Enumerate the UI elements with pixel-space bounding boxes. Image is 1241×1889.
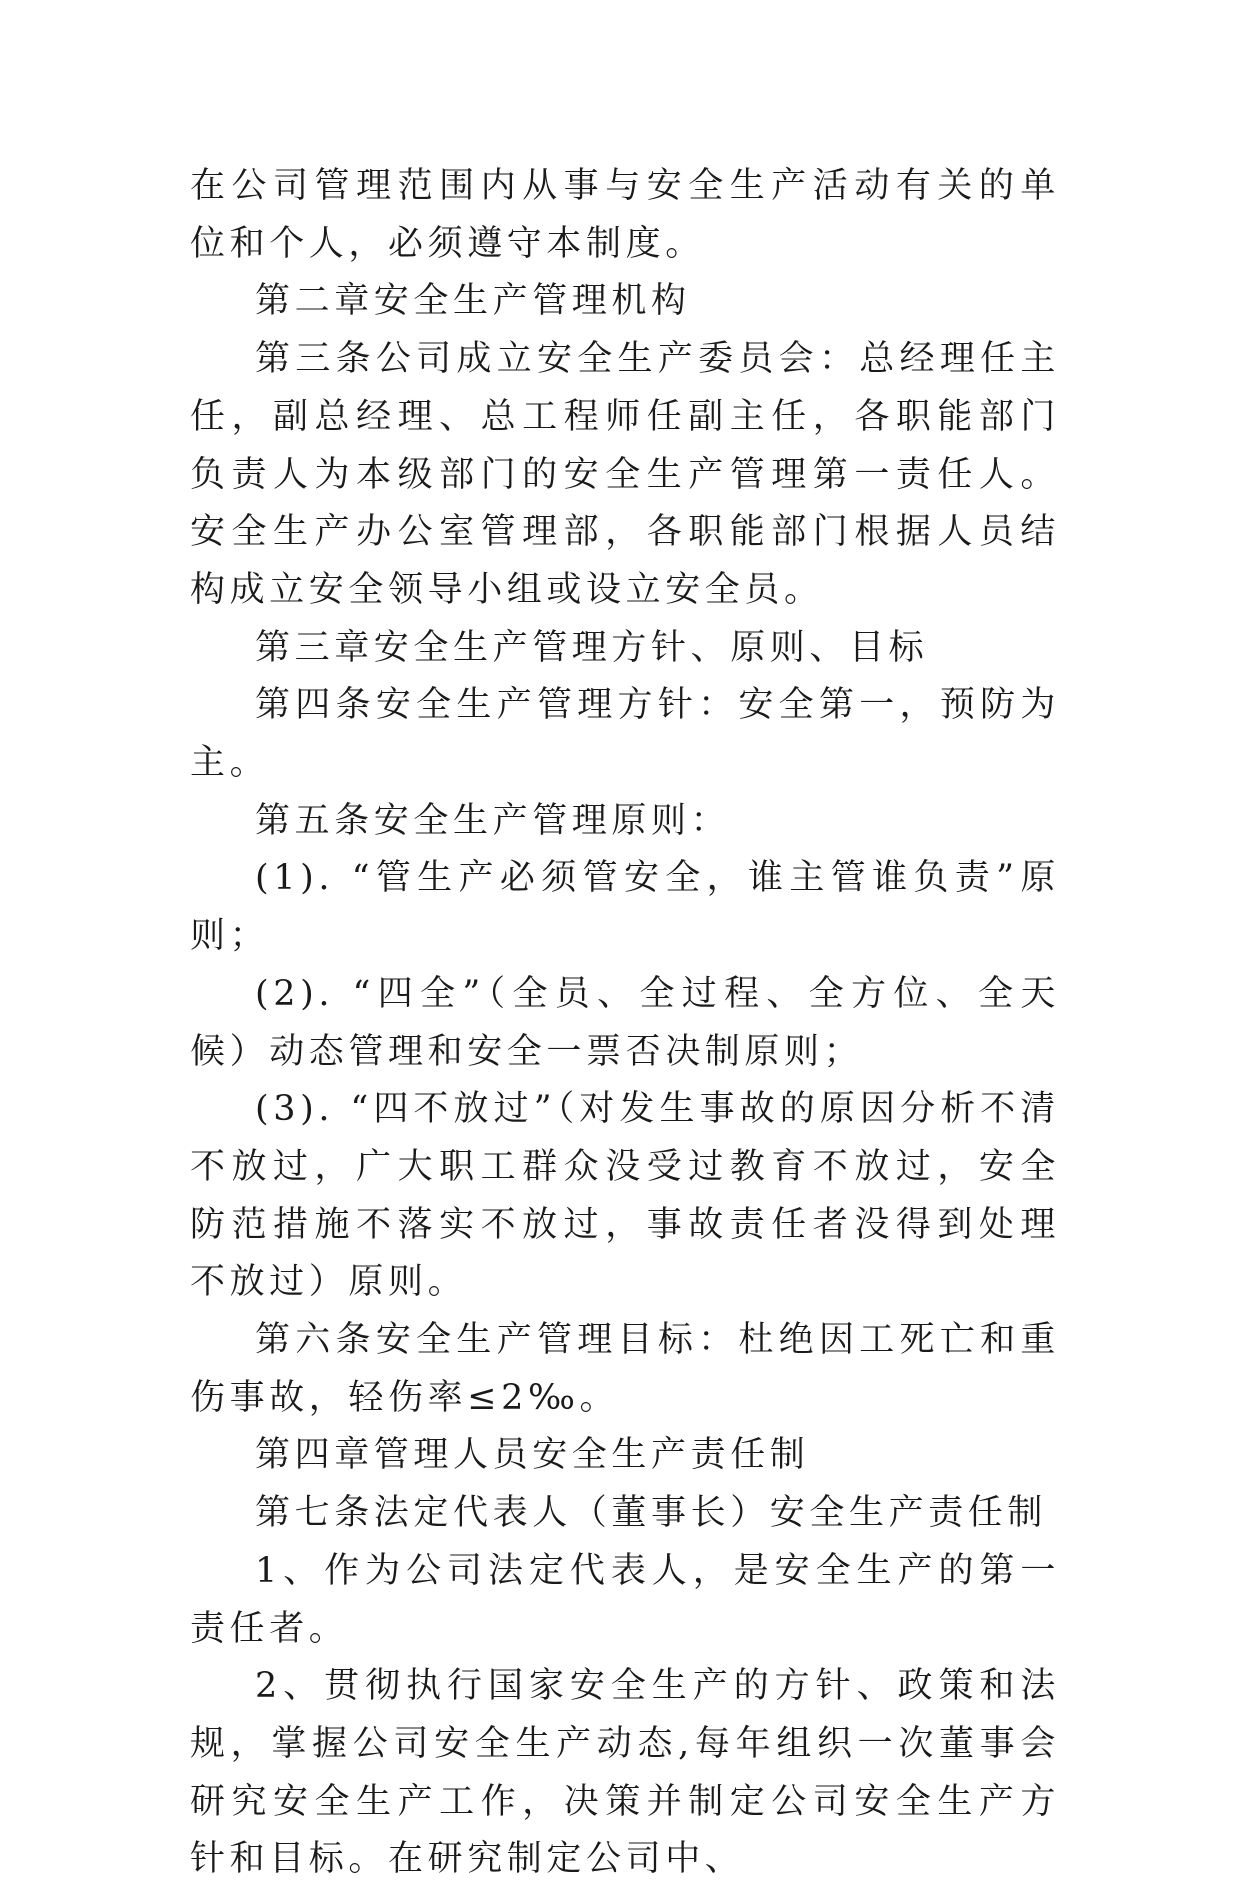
- chapter-3-heading: 第三章安全生产管理方针、原则、目标: [255, 627, 929, 668]
- document-body: [190, 158, 1060, 1889]
- chapter-4-heading: 第四章管理人员安全生产责任制: [255, 1435, 810, 1476]
- paragraph-scope: 在公司管理范围内从事与安全生产活动有关的单位和个人，必须遵守本制度。: [190, 166, 1060, 264]
- article-5-paragraph: 第五条安全生产管理原则：: [255, 800, 731, 841]
- principle-2-item: (2). “四全”（全员、全过程、全方位、全天候）动态管理和安全一票否决制原则；: [190, 973, 1060, 1072]
- article-3-paragraph: 第三条公司成立安全生产委员会：总经理任主任，副总经理、总工程师任副主任，各职能部门负责人为本级部门的安全生产管理第一责任人。安全生产办公室管理部，各职能部门根据人员结构成立安全领导小组或设立安全员。: [190, 339, 1060, 610]
- article-7-heading: 第七条法定代表人（董事长）安全生产责任制: [255, 1493, 1048, 1534]
- chapter-2-heading: 第二章安全生产管理机构: [255, 281, 691, 322]
- duty-2-item: 2、贯彻执行国家安全生产的方针、政策和法规，掌握公司安全生产动态,每年组织一次董事会研究安全生产工作，决策并制定公司安全生产方针和目标。在研究制定公司中、: [190, 1666, 1060, 1880]
- duty-1-item: 1、作为公司法定代表人，是安全生产的第一责任者。: [190, 1550, 1060, 1649]
- principle-3-item: (3). “四不放过”（对发生事故的原因分析不清不放过，广大职工群众没受过教育不放过，安全防范措施不落实不放过，事故责任者没得到处理不放过）原则。: [190, 1089, 1060, 1303]
- principle-1-item: (1). “管生产必须管安全，谁主管谁负责”原则；: [190, 858, 1060, 957]
- article-4-paragraph: 第四条安全生产管理方针：安全第一，预防为主。: [190, 685, 1060, 784]
- article-6-paragraph: 第六条安全生产管理目标：杜绝因工死亡和重伤事故，轻伤率≤2‰。: [190, 1320, 1060, 1418]
